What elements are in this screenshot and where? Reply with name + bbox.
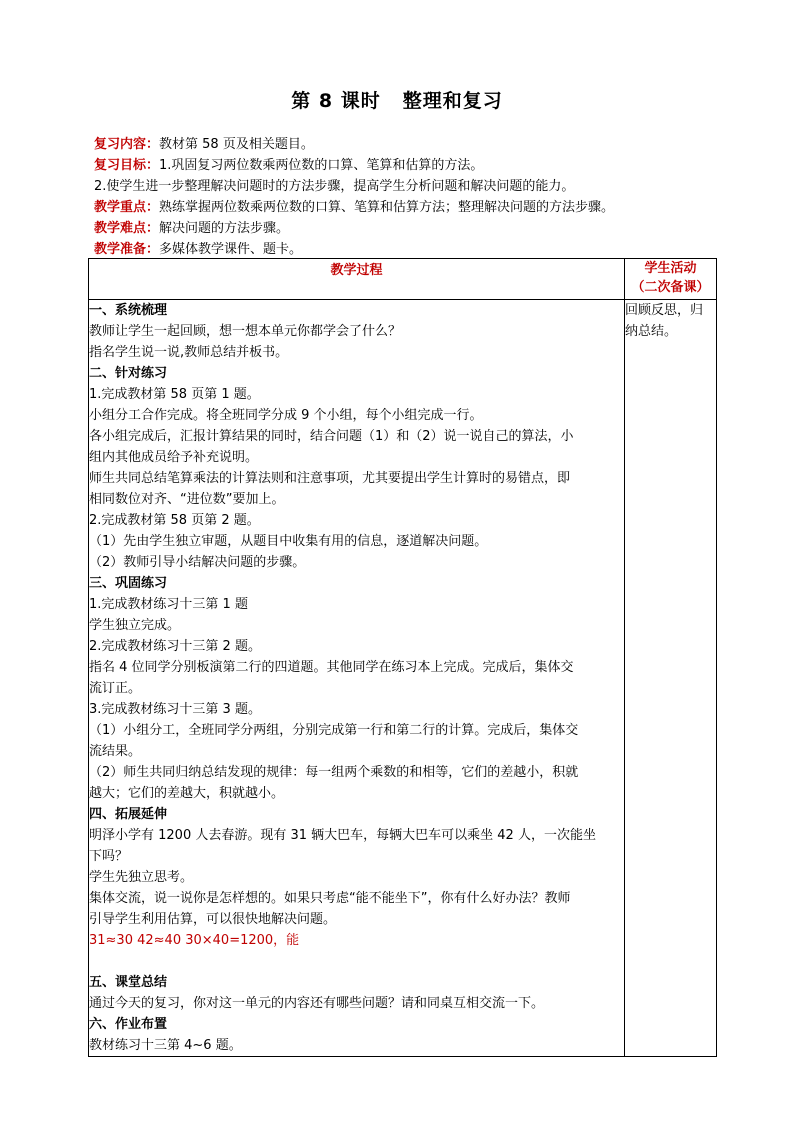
text-line: 通过今天的复习，你对这一单元的内容还有哪些问题？请和同桌互相交流一下。 — [89, 996, 545, 1011]
text-line: 3.完成教材练习十三第 3 题。 — [89, 702, 261, 717]
text-line: 下吗？ — [89, 849, 129, 864]
text-line: 指名 4 位同学分别板演第二行的四道题。其他同学在练习本上完成。完成后，集体交 — [89, 660, 574, 675]
text-line: 指名学生说一说,教师总结并板书。 — [89, 345, 289, 360]
student-activity-content: 回顾反思，归 纳总结。 — [625, 300, 717, 1057]
text-line: 学生先独立思考。 — [89, 870, 194, 885]
meta-difficulty: 教学难点：解决问题的方法步骤。 — [94, 221, 290, 236]
lesson-number: 第 8 课时 — [291, 90, 381, 112]
table-header-row — [89, 259, 717, 300]
text-line: 1.完成教材第 58 页第 1 题。 — [89, 387, 260, 402]
text-line: 流订正。 — [89, 681, 142, 696]
section-heading: 四、拓展延伸 — [89, 807, 168, 822]
text-line: 教材练习十三第 4~6 题。 — [89, 1038, 242, 1053]
page-title — [0, 86, 794, 113]
text-line: 明泽小学有 1200 人去春游。现有 31 辆大巴车，每辆大巴车可以乘坐 42 人，一次能坐 — [89, 828, 596, 843]
text-line: 引导学生利用估算，可以很快地解决问题。 — [89, 912, 337, 927]
meta-preparation: 教学准备：多媒体教学课件、题卡。 — [94, 242, 303, 257]
meta-review-content: 复习内容：教材第 58 页及相关题目。 — [94, 137, 314, 152]
text-line: （1）小组分工，全班同学分两组，分别完成第一行和第二行的计算。完成后，集体交 — [89, 723, 579, 738]
lesson-topic: 整理和复习 — [402, 90, 503, 112]
text-line: 2.完成教材第 58 页第 2 题。 — [89, 513, 260, 528]
section-heading: 二、针对练习 — [89, 366, 168, 381]
header-teaching-process: 教学过程 — [89, 259, 625, 300]
section-heading: 三、巩固练习 — [89, 576, 168, 591]
teaching-process-content — [89, 300, 625, 1057]
text-line: （2）教师引导小结解决问题的步骤。 — [89, 555, 306, 570]
text-line: 小组分工合作完成。将全班同学分成 9 个小组，每个小组完成一行。 — [89, 408, 483, 423]
lesson-meta — [94, 134, 734, 260]
meta-key-point: 教学重点：熟练掌握两位数乘两位数的口算、笔算和估算方法；整理解决问题的方法步骤。 — [94, 200, 615, 215]
teaching-plan-table — [88, 258, 717, 1057]
text-line: （1）先由学生独立审题，从题目中收集有用的信息，逐道解决问题。 — [89, 534, 488, 549]
text-line: 教师让学生一起回顾，想一想本单元你都学会了什么？ — [89, 324, 402, 339]
blank-line — [89, 951, 624, 972]
text-line: 师生共同总结笔算乘法的计算法则和注意事项，尤其要提出学生计算时的易错点，即 — [89, 471, 571, 486]
meta-review-goal-2: 2.使学生进一步整理解决问题时的方法步骤，提高学生分析问题和解决问题的能力。 — [94, 179, 575, 194]
text-line: 各小组完成后，汇报计算结果的同时，结合问题（1）和（2）说一说自己的算法，小 — [89, 429, 574, 444]
text-line: 流结果。 — [89, 744, 142, 759]
table-body-row — [89, 300, 717, 1057]
text-line: 集体交流，说一说你是怎样想的。如果只考虑“能不能坐下”，你有什么好办法？教师 — [89, 891, 571, 906]
section-heading: 一、系统梳理 — [89, 303, 168, 318]
text-line: 2.完成教材练习十三第 2 题。 — [89, 639, 261, 654]
estimation-answer: 31≈30 42≈40 30×40=1200，能 — [89, 933, 300, 948]
text-line: 学生独立完成。 — [89, 618, 181, 633]
text-line: 组内其他成员给予补充说明。 — [89, 450, 259, 465]
text-line: 相同数位对齐、“进位数”要加上。 — [89, 492, 285, 507]
meta-review-goal: 复习目标：1.巩固复习两位数乘两位数的口算、笔算和估算的方法。 — [94, 158, 484, 173]
section-heading: 六、作业布置 — [89, 1017, 168, 1032]
text-line: 越大；它们的差越大，积就越小。 — [89, 786, 285, 801]
text-line: 1.完成教材练习十三第 1 题 — [89, 597, 248, 612]
section-heading: 五、课堂总结 — [89, 975, 168, 990]
header-student-activity: 学生活动 （二次备课） — [625, 259, 717, 300]
text-line: （2）师生共同归纳总结发现的规律：每一组两个乘数的和相等，它们的差越小，积就 — [89, 765, 579, 780]
